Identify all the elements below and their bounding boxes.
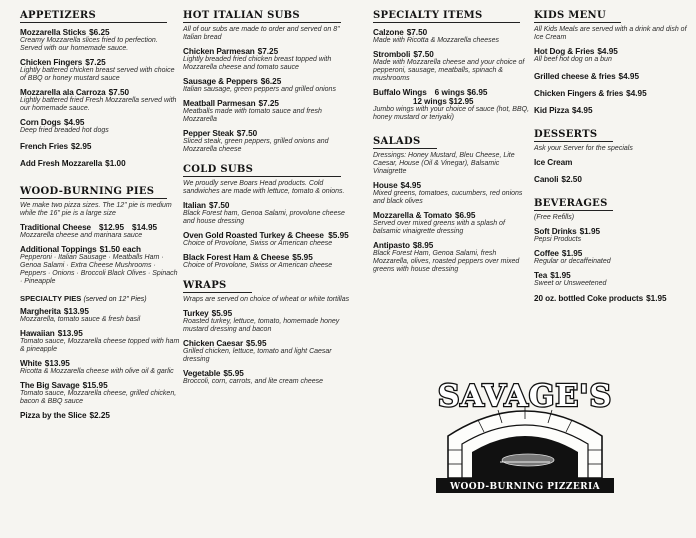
item-desc: Black Forest Ham, Genoa Salami, fresh Mozzarella, olives, roasted peppers over mixed greens with house dressing	[373, 250, 520, 273]
item-desc: Lightly breaded fried chicken breast topped with Mozzarella cheese and tomato sauce	[183, 56, 332, 71]
menu-item	[183, 337, 355, 364]
item-price: $1.95	[561, 249, 583, 258]
wraps-intro: Wraps are served on choice of wheat or white tortillas	[183, 296, 350, 303]
item-name: Oven Gold Roasted Turkey & Cheese	[183, 231, 324, 240]
item-price: $5.95	[292, 253, 313, 262]
item-name: Calzone	[373, 28, 404, 37]
hot-subs-section	[183, 10, 355, 154]
item-name: Chicken Parmesan	[183, 47, 255, 56]
item-desc: Served over mixed greens with a splash of balsamic vinaigrette dressing	[373, 220, 505, 235]
item-name: 20 oz. bottled Coke products	[534, 294, 644, 303]
item-desc: Made with Mozzarella cheese and your choice of pepperoni, sausage, meatballs, spinach & mushrooms	[373, 59, 525, 82]
menu-item	[534, 45, 692, 64]
item-desc: Lightly battered fried Fresh Mozzarella served with our homemade sauce.	[20, 97, 177, 112]
item-price: $13.95	[57, 329, 83, 338]
menu-item	[534, 269, 692, 288]
item-desc: Sliced steak, green peppers, grilled onions and Mozzarella cheese	[183, 138, 329, 153]
item-price: $7.50	[108, 88, 130, 97]
item-price: $1.00	[105, 159, 126, 168]
appetizers-title: APPETIZERS	[20, 10, 167, 23]
specialty-pies-label: SPECIALTY PIES	[20, 294, 82, 303]
item-desc: Regular or decaffeinated	[534, 258, 611, 265]
item-price-large: $14.95	[132, 223, 158, 232]
item-desc: Broccoli, corn, carrots, and lite cream cheese	[183, 378, 324, 385]
item-desc: Mozzarella, tomato sauce & fresh basil	[20, 316, 141, 323]
item-name: Mozzarella Sticks	[20, 28, 87, 37]
specialty-pies-note: (served on 12" Pies)	[83, 296, 147, 303]
menu-item	[20, 140, 180, 151]
item-desc: Creamy Mozzarella slices fried to perfection. Served with our homemade sauce.	[20, 37, 158, 52]
desserts-title: DESSERTS	[534, 129, 613, 142]
menu-item	[20, 86, 180, 113]
item-price: $7.50	[208, 201, 230, 210]
desserts-section	[534, 129, 692, 184]
item-price: $5.95	[211, 309, 233, 318]
item-name: Mozzarella & Tomato	[373, 211, 452, 220]
item-desc: Ricotta & Mozzarella cheese with olive oil & garlic	[20, 368, 174, 375]
menu-item	[534, 87, 692, 98]
item-price: $5.95	[223, 369, 244, 378]
column-1	[20, 10, 180, 430]
menu-item	[20, 221, 180, 240]
item-name: Soft Drinks	[534, 227, 577, 236]
item-price: $1.95	[646, 294, 667, 303]
menu-item	[20, 305, 180, 324]
item-price: $7.50	[413, 50, 434, 59]
menu-item	[20, 157, 180, 168]
salads-intro: Dressings: Honey Mustard, Bleu Cheese, Lite Caesar, House (Oil & Vinegar), Balsamic Vinaigrette	[373, 152, 515, 175]
item-name: Pepper Steak	[183, 129, 234, 138]
item-desc: Sweet or Unsweetened	[534, 280, 607, 287]
item-name: Buffalo Wings	[373, 88, 427, 97]
pies-section	[20, 186, 180, 420]
item-name: Ice Cream	[534, 158, 573, 167]
item-desc: Choice of Provolone, Swiss or American cheese	[183, 240, 333, 247]
item-price: $4.95	[618, 72, 640, 81]
item-name: House	[373, 181, 398, 190]
beverages-section	[534, 198, 692, 303]
menu-item	[534, 156, 692, 167]
logo-tagline: WOOD-BURNING PIZZERIA	[450, 482, 600, 492]
menu-item	[20, 56, 180, 83]
item-price: $13.95	[63, 307, 89, 316]
oven-icon	[448, 406, 602, 478]
item-desc: Meatballs made with tomato sauce and fresh Mozzarella	[183, 108, 322, 123]
menu-item	[183, 45, 355, 72]
item-name: Italian	[183, 201, 206, 210]
item-name: Canoli	[534, 175, 559, 184]
item-name: Antipasto	[373, 241, 410, 250]
item-price: $5.95	[246, 339, 267, 348]
item-name: Kid Pizza	[534, 106, 570, 115]
menu-item	[373, 86, 533, 122]
item-price: $7.25	[85, 58, 106, 67]
item-desc: Black Forest ham, Genoa Salami, provolone cheese and house dressing	[183, 210, 345, 225]
menu-item	[20, 409, 180, 420]
item-name: Coffee	[534, 249, 559, 258]
item-desc: Mixed greens, tomatoes, cucumbers, red onions and black olives	[373, 190, 523, 205]
menu-item	[534, 225, 692, 244]
item-price: $2.50	[561, 175, 582, 184]
item-price: $7.25	[258, 99, 279, 108]
kids-section	[534, 10, 692, 115]
specialty-items-title: SPECIALTY ITEMS	[373, 10, 520, 23]
item-desc: Made with Ricotta & Mozzarella cheeses	[373, 37, 500, 44]
menu-item	[534, 292, 692, 303]
item-desc: Tomato sauce, Mozzarella cheese, grilled chicken, bacon & BBQ sauce	[20, 390, 177, 405]
menu-item	[20, 327, 180, 354]
menu-item	[373, 26, 533, 45]
item-price: $4.95	[400, 181, 422, 190]
item-name: Sausage & Peppers	[183, 77, 258, 86]
item-price: $6.25	[260, 77, 282, 86]
item-desc: Jumbo wings with your choice of sauce (hot, BBQ, honey mustard or teriyaki)	[373, 106, 530, 121]
item-desc: Deep fried breaded hot dogs	[20, 127, 109, 134]
item-name: Add Fresh Mozzarella	[20, 159, 103, 168]
logo-name: SAVAGE'S	[437, 379, 613, 414]
item-price: $1.50 each	[99, 245, 142, 254]
item-price: $2.95	[70, 142, 92, 151]
menu-item	[373, 179, 533, 206]
item-price: $12.95	[99, 223, 125, 232]
menu-item	[183, 251, 355, 270]
column-4	[534, 10, 692, 313]
item-name: French Fries	[20, 142, 68, 151]
menu-item	[534, 247, 692, 266]
item-price: $4.95	[626, 89, 647, 98]
menu-item	[20, 243, 180, 286]
menu-item	[183, 229, 355, 248]
item-desc: Mozzarella cheese and marinara sauce	[20, 232, 143, 239]
item-price: $4.95	[63, 118, 85, 127]
wings-row-2: 12 wings $12.95	[413, 97, 474, 106]
item-price: $13.95	[44, 359, 70, 368]
pies-intro: We make two pizza sizes. The 12" pie is medium while the 16" pie is a large size	[20, 202, 172, 217]
hot-subs-title: HOT ITALIAN SUBS	[183, 10, 341, 23]
item-desc: Tomato sauce, Mozzarella cheese topped with ham & pineapple	[20, 338, 180, 353]
item-desc: All beef hot dog on a bun	[534, 56, 612, 63]
item-name: Chicken Fingers	[20, 58, 83, 67]
menu-item	[20, 116, 180, 135]
item-price: $7.50	[406, 28, 428, 37]
item-price: $1.95	[550, 271, 571, 280]
item-desc: Lightly battered chicken breast served with choice of BBQ or honey mustard sauce	[20, 67, 175, 82]
salads-title: SALADS	[373, 136, 437, 149]
cold-subs-title: COLD SUBS	[183, 164, 341, 177]
item-name: The Big Savage	[20, 381, 80, 390]
menu-item	[534, 104, 692, 115]
hot-subs-intro: All of our subs are made to order and served on 8" Italian bread	[183, 26, 340, 41]
menu-item	[534, 70, 692, 81]
menu-item	[183, 127, 355, 154]
menu-item	[183, 75, 355, 94]
kids-intro: All Kids Meals are served with a drink and dish of Ice Cream	[534, 26, 687, 41]
column-3	[373, 10, 533, 284]
item-price: $7.25	[257, 47, 279, 56]
item-name: Corn Dogs	[20, 118, 61, 127]
menu-item	[183, 199, 355, 226]
cold-subs-intro: We proudly serve Boars Head products. Cold sandwiches are made with lettuce, tomato & onions.	[183, 180, 345, 195]
menu-item	[534, 173, 692, 184]
item-name: Mozzarella ala Carroza	[20, 88, 106, 97]
menu-item	[183, 97, 355, 124]
kids-title: KIDS MENU	[534, 10, 621, 23]
item-price: $8.95	[412, 241, 434, 250]
item-name: Black Forest Ham & Cheese	[183, 253, 290, 262]
menu-item	[20, 26, 180, 53]
item-name: Turkey	[183, 309, 209, 318]
menu-item	[183, 367, 355, 386]
menu-item	[183, 307, 355, 334]
item-price: $15.95	[82, 381, 108, 390]
item-price: $4.95	[597, 47, 618, 56]
wings-row-1: 6 wings $6.95	[434, 88, 488, 97]
item-price: $6.95	[454, 211, 476, 220]
item-name: Vegetable	[183, 369, 221, 378]
item-name: Meatball Parmesan	[183, 99, 256, 108]
specialty-items-section	[373, 10, 533, 122]
pies-title: WOOD-BURNING PIES	[20, 186, 167, 199]
item-price: $5.95	[328, 231, 349, 240]
item-price: $2.25	[89, 411, 110, 420]
beverages-title: BEVERAGES	[534, 198, 613, 211]
salads-section	[373, 136, 533, 274]
item-name: Hawaiian	[20, 329, 55, 338]
menu-item	[20, 357, 180, 376]
item-price: $6.25	[89, 28, 110, 37]
item-name: Margherita	[20, 307, 61, 316]
item-price: $4.95	[572, 106, 593, 115]
specialty-pies-title	[20, 294, 180, 303]
desserts-intro: Ask your Server for the specials	[534, 145, 633, 152]
item-desc: Pepperoni · Italian Sausage · Meatballs Ham · Genoa Salami · Extra Cheese Mushrooms · Peppers · Onions · Broccoli Black Olives · Spinach · Pineapple	[20, 254, 178, 285]
item-name: Grilled cheese & fries	[534, 72, 616, 81]
item-name: Additional Toppings	[20, 245, 97, 254]
item-name: Traditional Cheese	[20, 223, 91, 232]
menu-item	[373, 48, 533, 83]
item-desc: Pepsi Products	[534, 236, 582, 243]
item-desc: Roasted turkey, lettuce, tomato, homemade honey mustard dressing and bacon	[183, 318, 340, 333]
item-desc: Choice of Provolone, Swiss or American cheese	[183, 262, 333, 269]
item-name: Tea	[534, 271, 548, 280]
column-2	[183, 10, 355, 396]
item-name: Pizza by the Slice	[20, 411, 87, 420]
item-desc: Italian sausage, green peppers and grilled onions	[183, 86, 336, 93]
menu-item	[373, 239, 533, 274]
cold-subs-section	[183, 164, 355, 270]
item-name: White	[20, 359, 42, 368]
item-name: Chicken Caesar	[183, 339, 244, 348]
wraps-section	[183, 280, 355, 386]
item-name: Chicken Fingers & fries	[534, 89, 624, 98]
item-price: $7.50	[236, 129, 258, 138]
savages-logo	[418, 366, 632, 500]
beverages-intro: (Free Refills)	[534, 214, 575, 221]
menu-item	[20, 379, 180, 406]
item-desc: Grilled chicken, lettuce, tomato and light Caesar dressing	[183, 348, 332, 363]
wraps-title: WRAPS	[183, 280, 252, 293]
item-name: Hot Dog & Fries	[534, 47, 595, 56]
appetizers-section	[20, 10, 180, 168]
menu-item	[373, 209, 533, 236]
item-price: $1.95	[579, 227, 601, 236]
item-name: Stromboli	[373, 50, 411, 59]
